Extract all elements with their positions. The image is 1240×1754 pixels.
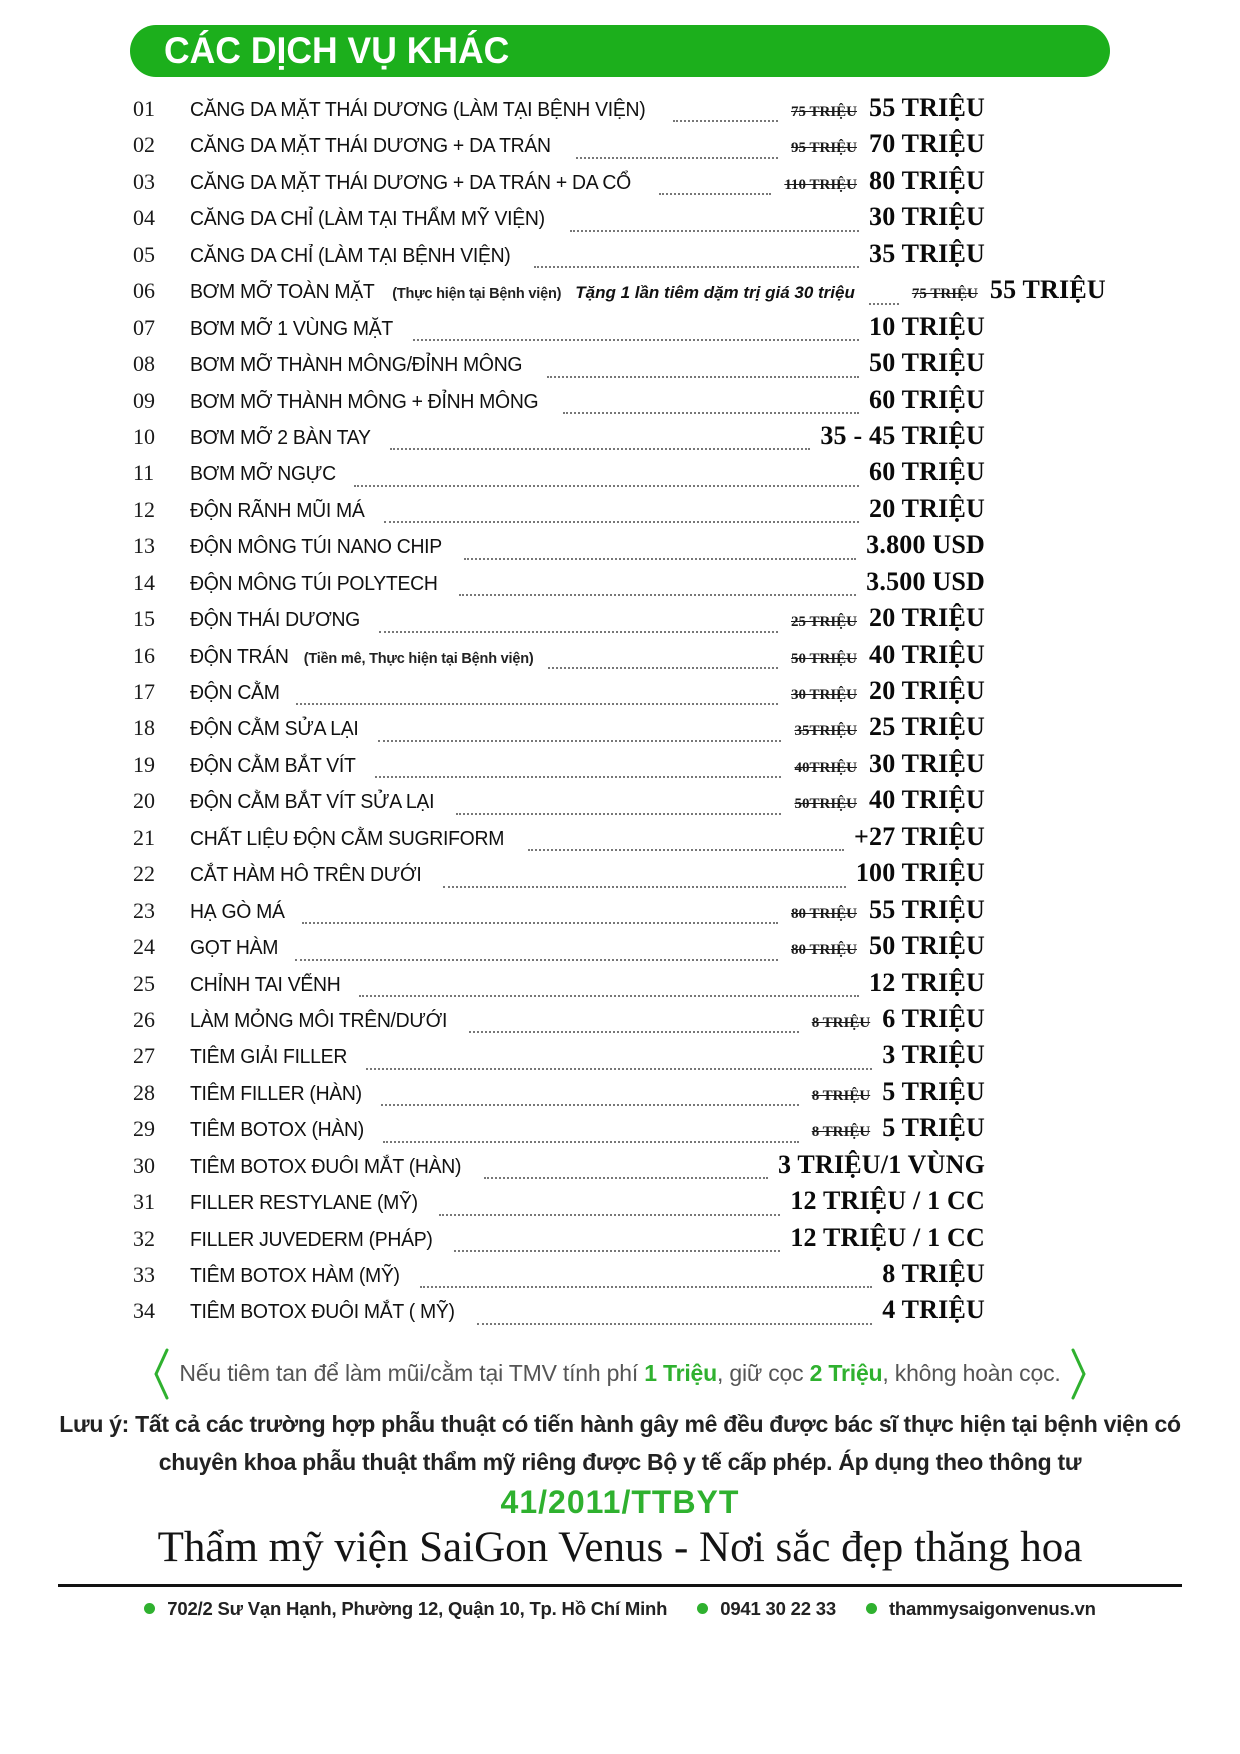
service-name: LÀM MỎNG MÔI TRÊN/DƯỚI xyxy=(190,1009,448,1032)
bullet-icon xyxy=(697,1603,708,1614)
section-header xyxy=(130,25,1110,77)
circular-number: 41/2011/TTBYT xyxy=(500,1483,740,1520)
service-row xyxy=(133,1186,985,1222)
service-old-price: 50TRIỆU xyxy=(794,796,857,813)
service-old-price: 8 TRIỆU xyxy=(811,1124,871,1141)
service-number: 01 xyxy=(133,96,155,121)
service-old-price: 80 TRIỆU xyxy=(791,905,857,922)
service-number: 25 xyxy=(133,970,155,996)
service-old-price: 35TRIỆU xyxy=(794,723,857,740)
brand-slogan: Thẩm mỹ viện SaiGon Venus - Nơi sắc đẹp thăng hoa xyxy=(157,1523,1083,1571)
bullet-icon xyxy=(144,1603,155,1614)
service-number: 06 xyxy=(133,278,155,304)
service-number: 20 xyxy=(133,788,155,814)
dotted-leader xyxy=(443,886,846,888)
service-row xyxy=(133,1040,985,1076)
service-number: 12 xyxy=(133,496,155,522)
service-bonus: Tặng 1 lần tiêm dặm trị giá 30 triệu xyxy=(575,283,855,303)
service-number: 16 xyxy=(133,642,155,668)
bullet-icon xyxy=(866,1603,877,1614)
service-number: 18 xyxy=(133,715,155,741)
service-price: 60 TRIỆU xyxy=(869,384,985,414)
service-number: 14 xyxy=(133,569,155,595)
dotted-leader xyxy=(548,667,778,669)
service-number: 29 xyxy=(133,1116,155,1142)
service-price: 55 TRIỆU xyxy=(869,894,985,924)
deposit-highlight: 2 Triệu xyxy=(809,1360,883,1387)
service-name: CHỈNH TAI VỂNH xyxy=(190,973,341,996)
service-number: 07 xyxy=(133,314,155,340)
service-old-price: 75 TRIỆU xyxy=(911,286,978,303)
service-row xyxy=(133,676,985,712)
service-row xyxy=(133,275,1106,311)
service-name: FILLER RESTYLANE (MỸ) xyxy=(190,1192,418,1215)
service-price: 3 TRIỆU xyxy=(882,1040,985,1070)
dotted-leader xyxy=(439,1214,780,1216)
service-number: 15 xyxy=(133,606,155,632)
service-price: 30 TRIỆU xyxy=(869,202,985,232)
service-name: CĂNG DA MẶT THÁI DƯƠNG + DA TRÁN + DA CỔ xyxy=(190,171,631,194)
service-number: 26 xyxy=(133,1006,155,1032)
service-number: 27 xyxy=(133,1043,155,1069)
dotted-leader xyxy=(477,1323,872,1325)
service-row xyxy=(133,421,985,457)
service-price: 12 TRIỆU xyxy=(869,967,985,997)
service-price: 5 TRIỆU xyxy=(882,1076,985,1106)
dotted-leader xyxy=(673,120,778,122)
service-number: 13 xyxy=(133,533,155,559)
deposit-note xyxy=(0,1348,1240,1400)
service-number: 19 xyxy=(133,751,155,777)
dotted-leader xyxy=(296,703,778,705)
service-number: 04 xyxy=(133,205,155,231)
service-name: BƠM MỠ NGỰC xyxy=(190,463,336,486)
service-row xyxy=(133,202,985,238)
service-name: HẠ GÒ MÁ xyxy=(190,900,285,923)
service-price: 35 - 45 TRIỆU xyxy=(820,420,985,450)
service-old-price: 25 TRIỆU xyxy=(791,614,857,631)
service-row xyxy=(133,567,985,603)
dotted-leader xyxy=(413,339,859,341)
service-price: +27 TRIỆU xyxy=(853,821,985,851)
service-row xyxy=(133,93,985,129)
dotted-leader xyxy=(354,485,859,487)
service-note: (Tiền mê, Thực hiện tại Bệnh viện) xyxy=(303,650,534,667)
service-old-price: 50 TRIỆU xyxy=(791,650,857,667)
service-number: 28 xyxy=(133,1079,155,1105)
service-name: CĂNG DA CHỈ (LÀM TẠI THẨM MỸ VIỆN) xyxy=(190,208,545,231)
service-row xyxy=(133,1113,985,1149)
service-name: FILLER JUVEDERM (PHÁP) xyxy=(190,1228,433,1251)
dotted-leader xyxy=(359,995,859,997)
dotted-leader xyxy=(464,558,856,560)
contact-phone: 0941 30 22 33 xyxy=(697,1598,836,1620)
service-list xyxy=(133,93,1106,1332)
price-list-page xyxy=(0,25,1240,1754)
notice-line-1: Lưu ý: Tất cả các trường hợp phẫu thuật có tiến hành gây mê đều được bác sĩ thực hiện tại bệnh viện có xyxy=(59,1410,1181,1437)
service-number: 33 xyxy=(133,1262,155,1287)
dotted-leader xyxy=(869,303,899,305)
service-number: 32 xyxy=(133,1225,155,1251)
service-row xyxy=(133,1077,985,1113)
service-row xyxy=(133,858,985,894)
service-name: BƠM MỠ THÀNH MÔNG + ĐỈNH MÔNG xyxy=(190,390,539,413)
service-name: TIÊM BOTOX ĐUÔI MẮT ( MỸ) xyxy=(190,1301,455,1324)
dotted-leader xyxy=(383,1141,798,1143)
service-row xyxy=(133,895,985,931)
service-row xyxy=(133,1004,985,1040)
dotted-leader xyxy=(456,813,782,815)
service-row xyxy=(133,530,985,566)
service-number: 21 xyxy=(133,824,155,850)
dotted-leader xyxy=(379,631,778,633)
service-old-price: 80 TRIỆU xyxy=(791,942,857,959)
dotted-leader xyxy=(384,521,859,523)
left-angle-bracket-icon xyxy=(153,1348,169,1400)
service-number: 22 xyxy=(133,861,155,887)
service-name: TIÊM GIẢI FILLER xyxy=(190,1046,348,1069)
service-price: 30 TRIỆU xyxy=(869,748,985,778)
service-row xyxy=(133,1223,985,1259)
service-row xyxy=(133,166,985,202)
dotted-leader xyxy=(459,594,856,596)
service-name: ĐỘN MÔNG TÚI POLYTECH xyxy=(190,572,438,595)
dotted-leader xyxy=(534,266,859,268)
service-number: 34 xyxy=(133,1298,155,1324)
dotted-leader xyxy=(528,849,844,851)
service-old-price: 30 TRIỆU xyxy=(791,687,857,703)
dotted-leader xyxy=(375,776,782,778)
service-row xyxy=(133,129,985,165)
service-name: CẮT HÀM HÔ TRÊN DƯỚI xyxy=(190,864,422,887)
service-row xyxy=(133,494,985,530)
service-row xyxy=(133,385,985,421)
service-number: 23 xyxy=(133,897,155,923)
dotted-leader xyxy=(302,922,778,924)
service-price: 3 TRIỆU/1 VÙNG xyxy=(778,1149,985,1179)
service-row xyxy=(133,1295,985,1331)
service-row xyxy=(133,640,985,676)
service-row xyxy=(133,968,985,1004)
dotted-leader xyxy=(295,959,778,961)
service-price: 20 TRIỆU xyxy=(869,603,985,633)
service-row xyxy=(133,348,985,384)
fee-highlight: 1 Triệu xyxy=(644,1360,717,1387)
service-name: ĐỘN THÁI DƯƠNG xyxy=(190,609,360,632)
service-name: ĐỘN TRÁN xyxy=(190,645,289,668)
right-angle-bracket-icon xyxy=(1071,1348,1087,1400)
dotted-leader xyxy=(381,1104,799,1106)
service-price: 40 TRIỆU xyxy=(869,785,985,815)
service-row xyxy=(133,822,985,858)
dotted-leader xyxy=(454,1250,780,1252)
service-old-price: 75 TRIỆU xyxy=(791,104,857,120)
service-row xyxy=(133,1259,985,1295)
contact-website: thammysaigonvenus.vn xyxy=(866,1598,1096,1620)
service-price: 50 TRIỆU xyxy=(869,348,985,378)
service-name: BƠM MỠ THÀNH MÔNG/ĐỈNH MÔNG xyxy=(190,354,523,377)
service-old-price: 8 TRIỆU xyxy=(811,1014,871,1031)
service-old-price: 95 TRIỆU xyxy=(791,140,857,157)
service-name: ĐỘN MÔNG TÚI NANO CHIP xyxy=(190,536,442,559)
dotted-leader xyxy=(378,740,782,742)
dotted-leader xyxy=(366,1068,872,1070)
service-name: CĂNG DA MẶT THÁI DƯƠNG + DA TRÁN xyxy=(190,135,551,158)
service-name: ĐỘN RÃNH MŨI MÁ xyxy=(190,499,365,522)
service-number: 09 xyxy=(133,387,155,413)
service-name: ĐỘN CẰM BẮT VÍT xyxy=(190,754,356,777)
service-price: 35 TRIỆU xyxy=(869,238,985,268)
service-row xyxy=(133,749,985,785)
dotted-leader xyxy=(570,230,859,232)
dotted-leader xyxy=(469,1031,799,1033)
service-number: 03 xyxy=(133,168,155,194)
contact-address: 702/2 Sư Vạn Hạnh, Phường 12, Quận 10, Tp. Hồ Chí Minh xyxy=(144,1598,667,1620)
service-price: 5 TRIỆU xyxy=(882,1113,985,1143)
service-row xyxy=(133,1150,985,1186)
service-row xyxy=(133,312,985,348)
service-name: TIÊM BOTOX HÀM (MỸ) xyxy=(190,1265,400,1287)
dotted-leader xyxy=(563,412,859,414)
service-old-price: 40TRIỆU xyxy=(794,759,857,776)
service-number: 02 xyxy=(133,132,155,158)
service-price: 55 TRIỆU xyxy=(989,275,1106,305)
service-price: 60 TRIỆU xyxy=(869,457,985,487)
service-name: TIÊM BOTOX ĐUÔI MẮT (HÀN) xyxy=(190,1155,462,1178)
service-price: 4 TRIỆU xyxy=(882,1295,985,1325)
service-name: GỌT HÀM xyxy=(190,937,279,960)
service-number: 05 xyxy=(133,241,155,267)
service-name: BƠM MỠ TOÀN MẶT xyxy=(190,281,375,304)
service-row xyxy=(133,712,985,748)
service-price: 12 TRIỆU / 1 CC xyxy=(790,1186,985,1216)
service-name: BƠM MỠ 1 VÙNG MẶT xyxy=(190,317,393,340)
dotted-leader xyxy=(390,448,810,450)
service-price: 20 TRIỆU xyxy=(869,676,985,705)
service-price: 8 TRIỆU xyxy=(882,1259,985,1288)
dotted-leader xyxy=(420,1286,872,1288)
service-number: 11 xyxy=(133,460,155,486)
service-number: 30 xyxy=(133,1152,155,1178)
service-name: TIÊM BOTOX (HÀN) xyxy=(190,1119,364,1142)
service-price: 20 TRIỆU xyxy=(869,493,985,523)
service-row xyxy=(133,239,985,275)
service-price: 80 TRIỆU xyxy=(869,165,985,195)
service-price: 25 TRIỆU xyxy=(869,712,985,742)
service-number: 31 xyxy=(133,1189,155,1215)
service-name: TIÊM FILLER (HÀN) xyxy=(190,1082,362,1105)
service-row xyxy=(133,457,985,493)
service-name: ĐỘN CẰM xyxy=(190,682,280,704)
service-old-price: 8 TRIỆU xyxy=(811,1087,871,1104)
service-price: 40 TRIỆU xyxy=(869,639,985,669)
service-old-price: 110 TRIỆU xyxy=(784,176,857,193)
dotted-leader xyxy=(576,157,778,159)
service-name: ĐỘN CẰM SỬA LẠI xyxy=(190,718,359,741)
service-number: 08 xyxy=(133,351,155,377)
dotted-leader xyxy=(659,193,772,195)
dotted-leader xyxy=(547,376,860,378)
service-name: CĂNG DA MẶT THÁI DƯƠNG (LÀM TẠI BỆNH VIỆN) xyxy=(190,99,646,121)
dotted-leader xyxy=(484,1177,768,1179)
service-number: 10 xyxy=(133,423,155,449)
service-price: 100 TRIỆU xyxy=(855,858,985,888)
service-price: 50 TRIỆU xyxy=(869,931,985,961)
service-price: 3.500 USD xyxy=(866,566,985,596)
service-name: ĐỘN CẰM BẮT VÍT SỬA LẠI xyxy=(190,791,435,814)
service-price: 3.800 USD xyxy=(866,530,985,560)
service-price: 6 TRIỆU xyxy=(882,1003,985,1033)
service-price: 55 TRIỆU xyxy=(869,93,985,122)
contact-bar xyxy=(0,1598,1240,1620)
deposit-note-text: Nếu tiêm tan để làm mũi/cằm tại TMV tính phí 1 Triệu, giữ cọc 2 Triệu, không hoàn cọc. xyxy=(179,1360,1061,1387)
service-price: 10 TRIỆU xyxy=(869,311,985,341)
service-row xyxy=(133,785,985,821)
service-price: 70 TRIỆU xyxy=(869,129,985,159)
service-note: (Thực hiện tại Bệnh viện) xyxy=(392,286,562,303)
section-title: CÁC DỊCH VỤ KHÁC xyxy=(164,30,510,71)
footer-divider xyxy=(58,1584,1182,1587)
service-number: 17 xyxy=(133,679,155,704)
service-row xyxy=(133,931,985,967)
service-row xyxy=(133,603,985,639)
notice-line-2: chuyên khoa phẫu thuật thẩm mỹ riêng được Bộ y tế cấp phép. Áp dụng theo thông tư xyxy=(158,1448,1082,1475)
service-name: CHẤT LIỆU ĐỘN CẰM SUGRIFORM xyxy=(190,827,505,850)
service-number: 24 xyxy=(133,934,155,960)
service-price: 12 TRIỆU / 1 CC xyxy=(790,1222,985,1252)
service-name: CĂNG DA CHỈ (LÀM TẠI BỆNH VIỆN) xyxy=(190,244,511,267)
service-name: BƠM MỠ 2 BÀN TAY xyxy=(190,426,371,449)
